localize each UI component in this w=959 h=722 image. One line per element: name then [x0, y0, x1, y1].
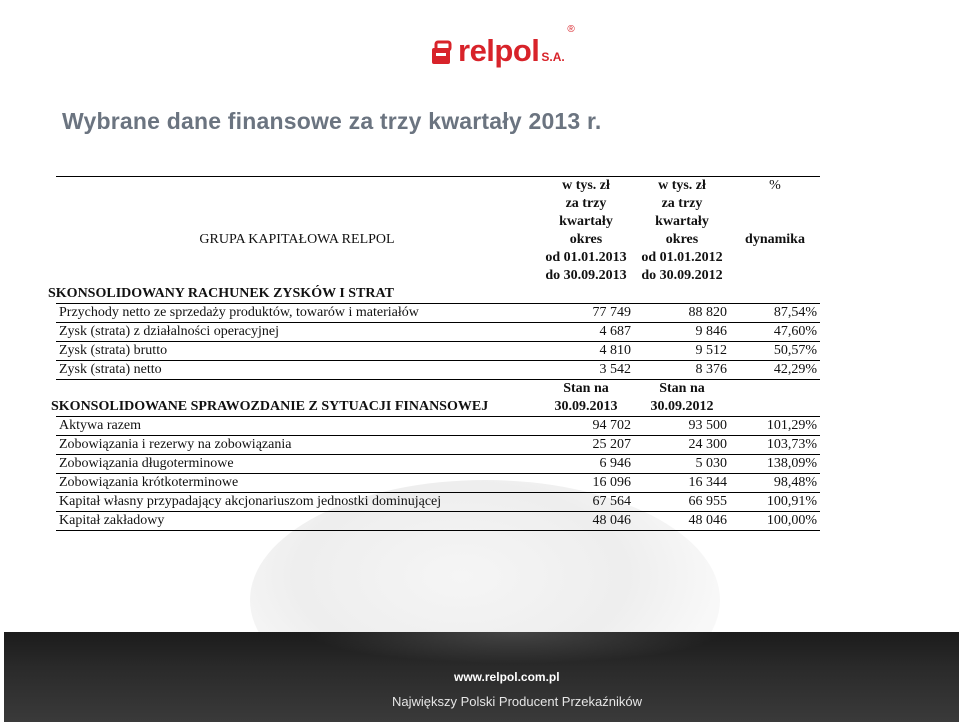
period-2013-line-2: kwartały: [559, 214, 613, 229]
value-2012: 5 030: [634, 455, 730, 474]
dynamics-label: dynamika: [745, 232, 805, 247]
section-title: SKONSOLIDOWANY RACHUNEK ZYSKÓW I STRAT: [48, 285, 812, 304]
period-2012-line-5: do 30.09.2012: [641, 268, 723, 283]
value-2012: 9 512: [634, 342, 730, 361]
dynamics-value: 100,00%: [730, 512, 820, 531]
footer-slogan: Największy Polski Producent Przekaźników: [392, 694, 642, 709]
period-row-4: [56, 249, 820, 267]
value-2012: 16 344: [634, 474, 730, 493]
dynamics-value: 50,57%: [730, 342, 820, 361]
balance-col-2013-line-2: 30.09.2013: [538, 398, 634, 417]
row-label: Kapitał zakładowy: [56, 512, 538, 531]
footer-shine: [304, 632, 724, 664]
dynamics-value: 42,29%: [730, 361, 820, 380]
period-2013-line-4: od 01.01.2013: [545, 250, 627, 265]
unit-percent: %: [730, 177, 820, 196]
period-2013-line-5: do 30.09.2013: [545, 268, 627, 283]
period-2012-line-4: od 01.01.2012: [641, 250, 723, 265]
value-2013: 6 946: [538, 455, 634, 474]
table-row: [56, 455, 820, 474]
value-2012: 93 500: [634, 417, 730, 436]
value-2013: 16 096: [538, 474, 634, 493]
dynamics-value: 98,48%: [730, 474, 820, 493]
period-row-2: [56, 213, 820, 231]
balance-col-2012-line-1: Stan na: [659, 381, 705, 396]
page-title: Wybrane dane finansowe za trzy kwartały 2013 r.: [62, 108, 602, 134]
website-link[interactable]: www.relpol.com.pl: [454, 670, 560, 684]
dynamics-value: 138,09%: [730, 455, 820, 474]
unit-2012: w tys. zł: [634, 177, 730, 196]
group-label: GRUPA KAPITAŁOWA RELPOL: [199, 232, 395, 247]
dynamics-value: 47,60%: [730, 323, 820, 342]
table-row: [56, 323, 820, 342]
relay-logo-icon: [430, 40, 454, 66]
period-2012-line-3: okres: [665, 232, 699, 247]
value-2013: 4 687: [538, 323, 634, 342]
row-label: Zysk (strata) z działalności operacyjnej: [56, 323, 538, 342]
value-2013: 67 564: [538, 493, 634, 512]
row-label: Zysk (strata) brutto: [56, 342, 538, 361]
table-row: [56, 493, 820, 512]
value-2012: 8 376: [634, 361, 730, 380]
section-financial-position: [56, 398, 820, 417]
dynamics-value: 87,54%: [730, 304, 820, 323]
dynamics-value: 101,29%: [730, 417, 820, 436]
value-2013: 94 702: [538, 417, 634, 436]
dynamics-value: 103,73%: [730, 436, 820, 455]
row-label: Kapitał własny przypadający akcjonariuszom jednostki dominującej: [56, 493, 538, 512]
period-row-3: [56, 231, 820, 249]
row-label: Aktywa razem: [56, 417, 538, 436]
table-row: [56, 512, 820, 531]
footer-banner: [4, 632, 959, 722]
table-row: [56, 361, 820, 380]
period-2013-line-1: za trzy: [565, 196, 607, 211]
balance-col-2012-line-2: 30.09.2012: [634, 398, 730, 417]
financial-table: [48, 176, 820, 531]
section-income-statement: [56, 285, 820, 304]
balance-header-row-1: [56, 380, 820, 399]
table-row: [56, 304, 820, 323]
value-2013: 77 749: [538, 304, 634, 323]
balance-col-2013-line-1: Stan na: [563, 381, 609, 396]
value-2013: 3 542: [538, 361, 634, 380]
period-row-1: [56, 195, 820, 213]
logo-suffix: S.A.: [541, 50, 565, 64]
units-row: [56, 177, 820, 196]
row-label: Przychody netto ze sprzedaży produktów, towarów i materiałów: [56, 304, 538, 323]
value-2012: 24 300: [634, 436, 730, 455]
unit-2013: w tys. zł: [538, 177, 634, 196]
row-label: Zobowiązania krótkoterminowe: [56, 474, 538, 493]
value-2013: 48 046: [538, 512, 634, 531]
value-2013: 4 810: [538, 342, 634, 361]
row-label: Zysk (strata) netto: [56, 361, 538, 380]
row-label: Zobowiązania i rezerwy na zobowiązania: [56, 436, 538, 455]
table-row: [56, 474, 820, 493]
value-2012: 9 846: [634, 323, 730, 342]
period-2013-line-3: okres: [569, 232, 603, 247]
table-row: [56, 436, 820, 455]
period-row-5: [56, 267, 820, 285]
row-label: Zobowiązania długoterminowe: [56, 455, 538, 474]
section-title: SKONSOLIDOWANE SPRAWOZDANIE Z SYTUACJI FINANSOWEJ: [48, 398, 530, 417]
value-2012: 48 046: [634, 512, 730, 531]
registered-mark: ®: [567, 24, 575, 35]
table-row: [56, 417, 820, 436]
period-2012-line-2: kwartały: [655, 214, 709, 229]
value-2013: 25 207: [538, 436, 634, 455]
dynamics-value: 100,91%: [730, 493, 820, 512]
period-2012-line-1: za trzy: [661, 196, 703, 211]
logo-wordmark: relpol: [458, 33, 540, 68]
relpol-logo: [430, 24, 575, 68]
value-2012: 88 820: [634, 304, 730, 323]
table-row: [56, 342, 820, 361]
value-2012: 66 955: [634, 493, 730, 512]
